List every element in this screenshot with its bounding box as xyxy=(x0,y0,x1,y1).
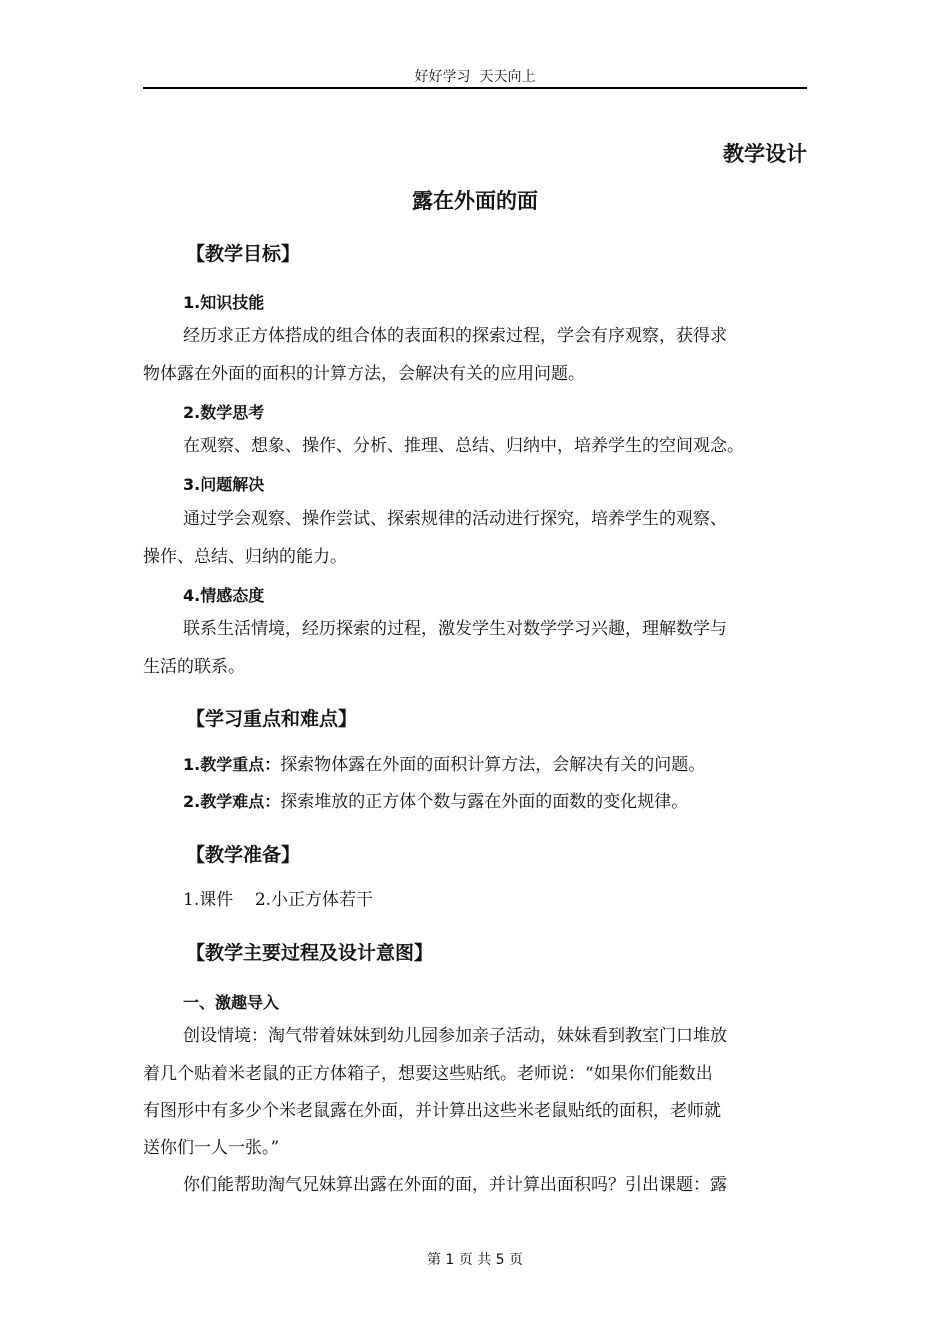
paragraph-line: 操作、总结、归纳的能力。 xyxy=(143,547,347,567)
paragraph-line: 你们能帮助淘气兄妹算出露在外面的面，并计算出面积吗？引出课题：露 xyxy=(183,1175,727,1195)
paragraph-line: 联系生活情境，经历探索的过程，激发学生对数学学习兴趣，理解数学与 xyxy=(183,619,727,639)
paragraph-line: 有图形中有多少个米老鼠露在外面，并计算出这些米老鼠贴纸的面积，老师就 xyxy=(143,1101,721,1121)
key-point-2 xyxy=(183,792,688,812)
objective-4-title: 4.情感态度 xyxy=(183,586,265,605)
paragraph-line: 物体露在外面的面积的计算方法，会解决有关的应用问题。 xyxy=(143,364,585,384)
page-header: 好好学习 天天向上 xyxy=(414,69,536,85)
key-point-2-label: 2.教学难点： xyxy=(183,792,281,811)
document-title: 露在外面的面 xyxy=(412,189,538,213)
objective-1-title: 1.知识技能 xyxy=(183,293,265,312)
key-point-1 xyxy=(183,755,705,775)
section-heading-process: 【教学主要过程及设计意图】 xyxy=(186,942,434,964)
page-footer: 第 1 页 共 5 页 xyxy=(426,1252,524,1268)
header-divider xyxy=(143,87,807,89)
objective-3-title: 3.问题解决 xyxy=(183,475,265,494)
key-point-2-text: 探索堆放的正方体个数与露在外面的面数的变化规律。 xyxy=(280,792,689,812)
paragraph-line: 送你们一人一张。” xyxy=(143,1138,280,1158)
preparation-items: 1.课件 2.小正方体若干 xyxy=(183,890,374,910)
key-point-1-label: 1.教学重点： xyxy=(183,755,281,774)
section-heading-key-points: 【学习重点和难点】 xyxy=(186,708,358,730)
key-point-1-text: 探索物体露在外面的面积计算方法，会解决有关的问题。 xyxy=(280,755,706,775)
section-heading-objectives: 【教学目标】 xyxy=(186,243,301,265)
paragraph-line: 经历求正方体搭成的组合体的表面积的探索过程，学会有序观察，获得求 xyxy=(183,326,727,346)
paragraph-line: 着几个贴着米老鼠的正方体箱子，想要这些贴纸。老师说：“如果你们能数出 xyxy=(143,1064,713,1084)
paragraph-line: 创设情境：淘气带着妹妹到幼儿园参加亲子活动，妹妹看到教室门口堆放 xyxy=(183,1026,727,1046)
paragraph-line: 生活的联系。 xyxy=(143,657,245,677)
section-heading-preparation: 【教学准备】 xyxy=(186,844,301,866)
document-type-label: 教学设计 xyxy=(723,142,807,166)
paragraph-line: 通过学会观察、操作尝试、探索规律的活动进行探究，培养学生的观察、 xyxy=(183,509,727,529)
objective-2-title: 2.数学思考 xyxy=(183,403,265,422)
process-step-1-title: 一、激趣导入 xyxy=(183,993,280,1012)
paragraph-line: 在观察、想象、操作、分析、推理、总结、归纳中，培养学生的空间观念。 xyxy=(183,436,744,456)
